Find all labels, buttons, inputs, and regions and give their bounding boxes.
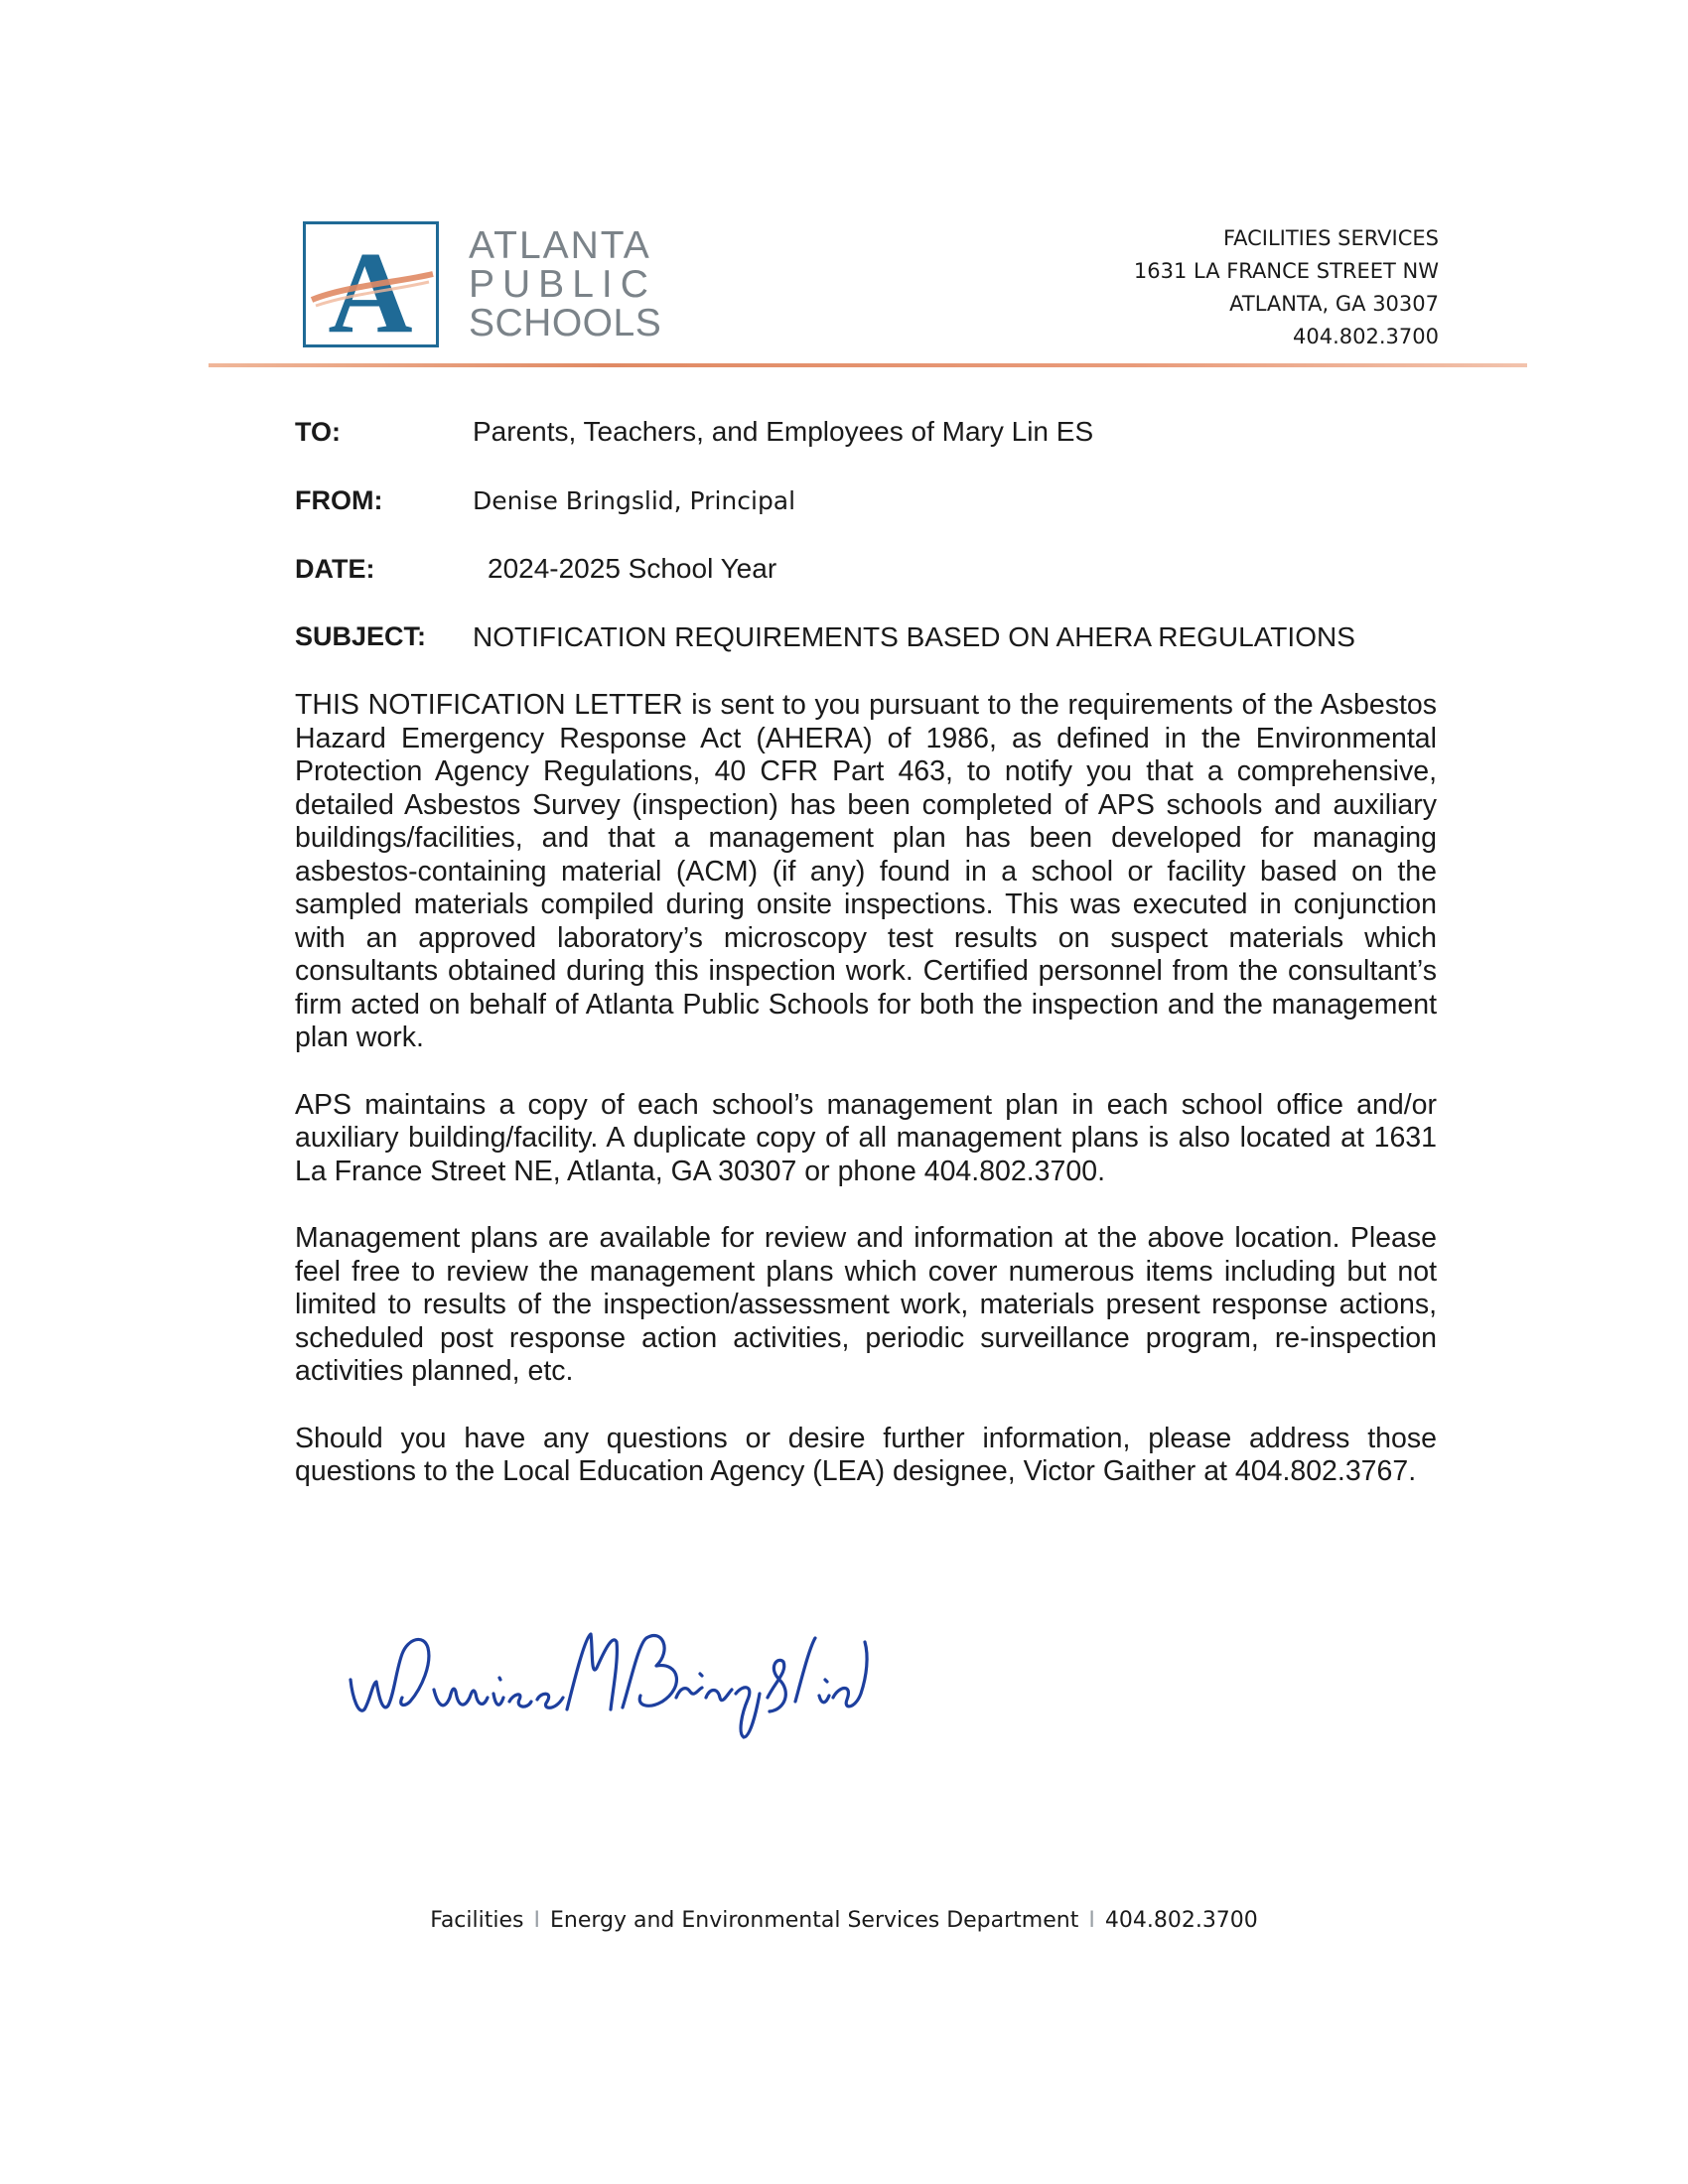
- address-line-phone: 404.802.3700: [1293, 325, 1439, 348]
- to-label: TO:: [295, 417, 341, 447]
- body-paragraph: Should you have any questions or desire further information, please address those questions to the Local Education Agency (LEA) designee, Victor Gaither at 404.802.3767.: [295, 1422, 1437, 1487]
- letterhead-address: [1134, 222, 1439, 353]
- address-line-city: ATLANTA, GA 30307: [1229, 292, 1439, 316]
- footer-separator: I: [1088, 1908, 1095, 1933]
- body-paragraph: THIS NOTIFICATION LETTER is sent to you pursuant to the requirements of the Asbestos Hazard Emergency Response Act (AHERA) of 1986, as defined in the Environmental Protection Agency Regulations, 40 CFR Part 463, to notify you that a comprehensive, detailed Asbestos Survey (inspection) has been completed of APS schools and auxiliary buildings/facilities, and that a management plan has been developed for managing asbestos-containing material (ACM) (if any) found in a school or facility based on the sampled materials compiled during onsite inspections. This was executed in conjunction with an approved laboratory’s microscopy test results on suspect materials which consultants obtained during this inspection work. Certified personnel from the consultant’s firm acted on behalf of Atlanta Public Schools for both the inspection and the management plan work.: [295, 689, 1437, 1053]
- logo-wordmark: [469, 226, 661, 342]
- from-value: Denise Bringslid, Principal: [473, 486, 796, 515]
- date-value: 2024-2025 School Year: [488, 553, 777, 584]
- page-footer: [0, 1908, 1688, 1933]
- body-paragraph: Management plans are available for review and information at the above location. Please feel free to review the management plans which cover numerous items including but not limited to results of the inspection/assessment work, materials present response actions, scheduled post response action activities, periodic surveillance program, re-inspection activities planned, etc.: [295, 1222, 1437, 1387]
- address-line-dept: FACILITIES SERVICES: [1222, 226, 1439, 250]
- letterhead-divider: [209, 363, 1527, 367]
- from-label: FROM:: [295, 485, 383, 515]
- footer-facilities: Facilities: [430, 1908, 524, 1933]
- handwritten-signature: [343, 1598, 879, 1752]
- subject-label: SUBJECT:: [295, 621, 427, 651]
- to-value: Parents, Teachers, and Employees of Mary Lin ES: [473, 416, 1094, 447]
- date-label: DATE:: [295, 554, 375, 584]
- aps-logo-mark: [303, 221, 439, 347]
- logo-line-public: PUBLIC: [469, 263, 656, 306]
- subject-value: NOTIFICATION REQUIREMENTS BASED ON AHERA REGULATIONS: [473, 621, 1355, 652]
- body-paragraph: APS maintains a copy of each school’s management plan in each school office and/or auxiliary building/facility. A duplicate copy of all management plans is also located at 1631 La France Street NE, Atlanta, GA 30307 or phone 404.802.3700.: [295, 1088, 1437, 1187]
- footer-department: Energy and Environmental Services Department: [549, 1908, 1079, 1933]
- footer-separator: I: [533, 1908, 540, 1933]
- letter-body: [295, 689, 1437, 1523]
- address-line-street: 1631 LA FRANCE STREET NW: [1133, 259, 1439, 283]
- footer-phone: 404.802.3700: [1104, 1908, 1258, 1933]
- logo-letter: A: [328, 227, 413, 344]
- logo-line-schools: SCHOOLS: [469, 302, 662, 344]
- logo-line-atlanta: ATLANTA: [469, 224, 651, 267]
- aps-logo-icon: [306, 224, 436, 344]
